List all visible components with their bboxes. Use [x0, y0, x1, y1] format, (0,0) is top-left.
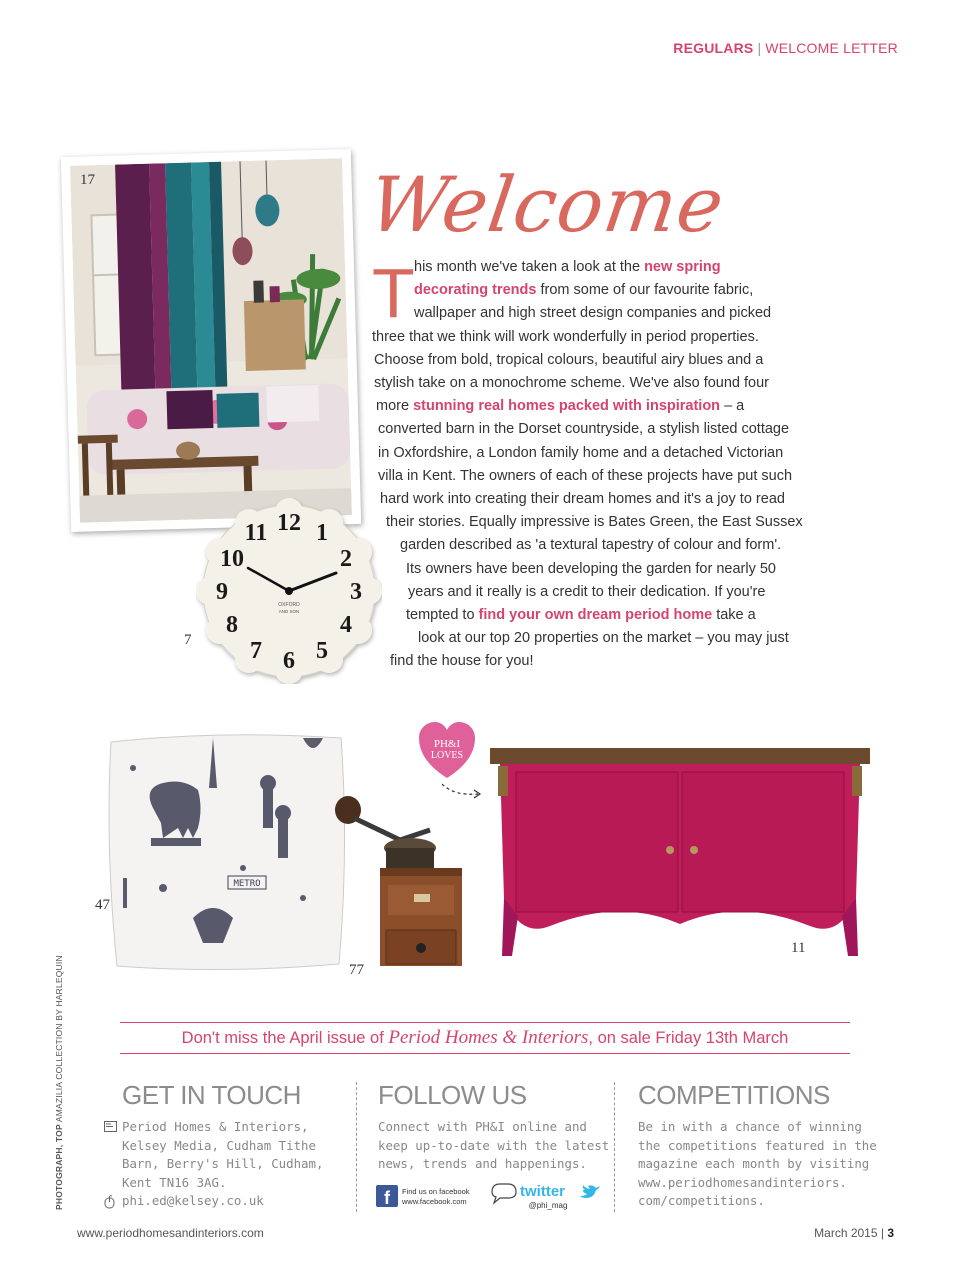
- sideboard-page-ref: 11: [791, 940, 806, 956]
- header-separator: |: [757, 40, 762, 56]
- body-text-segment: more: [376, 398, 414, 415]
- competitions-line: magazine each month by visiting: [638, 1156, 870, 1171]
- body-text-segment: find the house for you!: [390, 653, 534, 670]
- photo-credit: [54, 955, 64, 1210]
- address-line: Period Homes & Interiors,: [122, 1119, 309, 1134]
- cushion-page-ref: 47: [95, 897, 110, 913]
- email-link[interactable]: phi.ed@kelsey.co.uk: [122, 1193, 264, 1208]
- body-line: [374, 375, 769, 391]
- address-line: Barn, Berry's Hill, Cudham,: [122, 1156, 324, 1171]
- body-text-segment: his month we've taken a look at the: [414, 259, 645, 275]
- section-header: [673, 40, 898, 56]
- clock-numeral: 4: [340, 612, 352, 638]
- clock-numeral: 10: [220, 546, 244, 572]
- address-line: Kelsey Media, Cudham Tithe: [122, 1137, 316, 1153]
- body-line: [418, 630, 789, 646]
- subsection-label: WELCOME LETTER: [765, 40, 898, 56]
- competitions-column: [638, 1080, 888, 1211]
- body-text-segment: their stories. Equally impressive is Bates Green, the East Sussex: [386, 514, 803, 531]
- highlight-text: stunning real homes packed with inspiration: [413, 398, 721, 415]
- body-line: [406, 607, 756, 623]
- metro-sign-text: METRO: [233, 879, 261, 889]
- competitions-line: Be in with a chance of winning: [638, 1119, 862, 1134]
- clock-numeral: 11: [244, 520, 268, 546]
- clock-brand-sub: AND SON: [278, 609, 300, 614]
- facebook-link[interactable]: [376, 1183, 486, 1211]
- competitions-line: the competitions featured in the: [638, 1137, 877, 1153]
- body-line: [386, 514, 803, 530]
- body-text-segment: look at our top 20 properties on the market – you may just: [418, 630, 789, 647]
- body-line: [408, 584, 765, 600]
- body-line: [406, 561, 776, 577]
- phi-loves-badge: [415, 718, 479, 782]
- banner-text-before: Don't miss the April issue of: [181, 1029, 389, 1047]
- clock-numeral: 2: [340, 546, 352, 572]
- banner-magazine-name: Period Homes & Interiors: [388, 1027, 589, 1048]
- footer-date: [814, 1226, 894, 1240]
- body-text-segment: three that we think will work wonderfully in period properties.: [372, 328, 759, 345]
- footer-url[interactable]: www.periodhomesandinteriors.com: [77, 1226, 264, 1240]
- body-text-segment: villa in Kent. The owners of each of these projects have put such: [378, 467, 793, 484]
- pink-sideboard-image: [490, 748, 870, 958]
- body-line: [372, 329, 759, 345]
- badge-arrow-icon: [440, 780, 484, 800]
- follow-us-line: Connect with PH&I online and: [378, 1119, 587, 1134]
- body-line: [378, 468, 792, 484]
- clock-page-ref: 7: [184, 632, 192, 648]
- clock-numeral: 9: [216, 579, 228, 605]
- body-line: [376, 398, 744, 414]
- body-text-segment: Choose from bold, tropical colours, beautiful airy blues and a: [374, 351, 764, 368]
- facebook-icon: f: [384, 1188, 390, 1208]
- clock-numeral: 7: [250, 638, 262, 664]
- drop-cap: T: [372, 254, 415, 332]
- body-text-segment: stylish take on a monochrome scheme. We've also found four: [374, 375, 770, 391]
- room-photo: [61, 149, 361, 532]
- body-text-segment: wallpaper and high street design companies and picked: [414, 305, 772, 322]
- highlight-text: decorating trends: [414, 282, 537, 299]
- badge-line2: LOVES: [430, 750, 464, 761]
- grinder-page-ref: 77: [349, 962, 364, 978]
- get-in-touch-title: GET IN TOUCH: [122, 1080, 301, 1110]
- clock-numeral: 3: [350, 579, 362, 605]
- body-line: [414, 282, 753, 298]
- get-in-touch-column: [104, 1080, 344, 1211]
- page-number: 3: [887, 1226, 894, 1240]
- body-line: [400, 537, 781, 553]
- twitter-handle: @phi_mag: [528, 1201, 568, 1210]
- banner-text-after: , on sale Friday 13th March: [588, 1029, 789, 1047]
- body-line: [380, 491, 785, 507]
- highlight-text: new spring: [644, 259, 721, 275]
- body-line: [390, 653, 534, 669]
- follow-us-column: [378, 1080, 608, 1174]
- speech-bubble-icon: [492, 1184, 516, 1203]
- column-divider: [356, 1082, 357, 1212]
- photo-credit-rest: AMAZILIA COLLECTION BY HARLEQUIN: [54, 955, 64, 1125]
- twitter-link[interactable]: [488, 1180, 608, 1212]
- body-text-segment: – a: [720, 398, 745, 415]
- body-line: [414, 305, 771, 321]
- wall-clock-image: [196, 498, 382, 684]
- body-text-segment: take a: [712, 607, 756, 623]
- body-text-segment: garden described as 'a textural tapestry of colour and form'.: [400, 537, 782, 554]
- welcome-title: Welcome: [363, 160, 730, 249]
- body-line: [378, 421, 789, 437]
- competitions-title: COMPETITIONS: [638, 1080, 830, 1110]
- highlight-text: find your own dream period home: [478, 607, 713, 623]
- clock-numeral: 8: [226, 612, 238, 638]
- clock-numeral: 1: [316, 520, 328, 546]
- body-text-segment: years and it really is a credit to their dedication. If you're: [408, 583, 766, 600]
- twitter-wordmark: twitter: [520, 1183, 565, 1200]
- follow-us-line: news, trends and happenings.: [378, 1156, 587, 1171]
- body-text-segment: in Oxfordshire, a London family home and a detached Victorian: [378, 444, 784, 461]
- body-text-segment: converted barn in the Dorset countryside, a stylish listed cottage: [378, 421, 790, 438]
- mouse-icon: [104, 1195, 116, 1209]
- follow-us-line: keep up-to-date with the latest: [378, 1137, 610, 1153]
- clock-numeral: 12: [277, 510, 301, 536]
- body-line: [414, 259, 721, 275]
- body-line: [378, 445, 783, 461]
- clock-numeral: 6: [283, 648, 295, 674]
- address-line: Kent TN16 3AG.: [122, 1174, 227, 1190]
- cushion-image: [103, 728, 349, 974]
- badge-line1: PH&I: [433, 738, 461, 750]
- body-line: [374, 352, 763, 368]
- body-text-segment: tempted to: [406, 607, 479, 623]
- room-page-ref: 17: [80, 172, 95, 188]
- april-issue-banner: [120, 1022, 850, 1054]
- body-text-segment: hard work into creating their dream homes and it's a joy to read: [380, 491, 785, 507]
- body-text-segment: Its owners have been developing the garden for nearly 50: [406, 560, 776, 577]
- section-label: REGULARS: [673, 40, 754, 56]
- column-divider: [614, 1082, 615, 1212]
- photo-credit-bold: PHOTOGRAPH, TOP: [54, 1124, 64, 1210]
- coffee-grinder-image: [330, 790, 480, 980]
- facebook-line2: www.facebook.com: [402, 1197, 467, 1206]
- footer-date-text: March 2015 |: [814, 1226, 888, 1240]
- body-text-segment: from some of our favourite fabric,: [536, 282, 754, 299]
- twitter-bird-icon: [580, 1185, 600, 1198]
- competitions-link[interactable]: com/competitions.: [638, 1193, 765, 1208]
- competitions-link[interactable]: www.periodhomesandinteriors.: [638, 1174, 847, 1190]
- clock-brand: OXFORD: [278, 602, 300, 608]
- follow-us-title: FOLLOW US: [378, 1080, 527, 1110]
- mail-icon: [104, 1121, 117, 1132]
- clock-numeral: 5: [316, 638, 328, 664]
- facebook-line1: Find us on facebook: [402, 1187, 470, 1196]
- living-room-image: [70, 158, 352, 522]
